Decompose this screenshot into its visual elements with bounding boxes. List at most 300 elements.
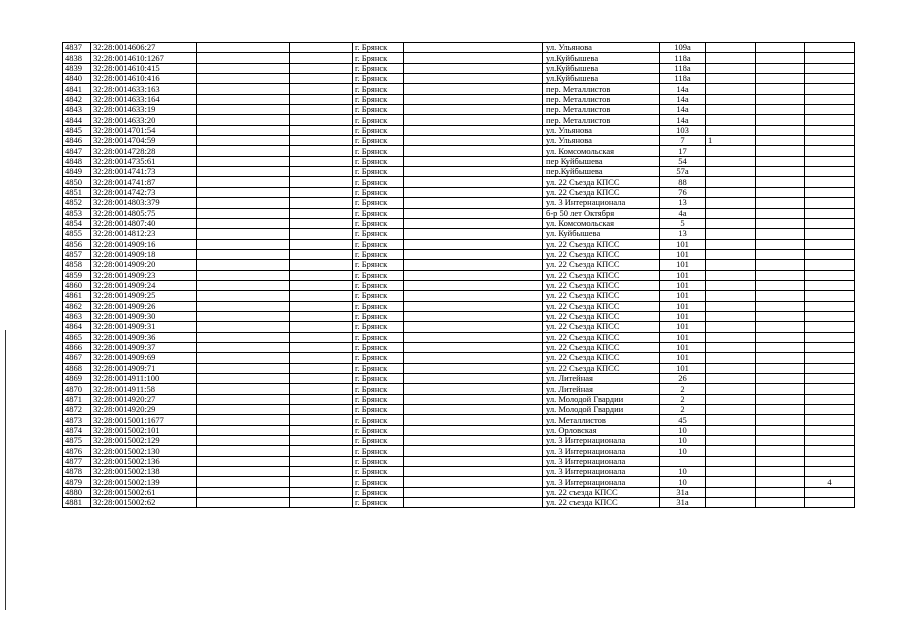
cell-row-number: 4842 [63,94,91,104]
cell-cadastral-number: 32:28:0014735:61 [91,156,197,166]
cell-row-number: 4858 [63,260,91,270]
cell-cadastral-number: 32:28:0014610:416 [91,74,197,84]
table-row [63,156,855,166]
cell-count [805,136,855,146]
cell-empty [404,477,543,487]
cell-street: пер.Куйбышева [543,167,660,177]
cell-house-number: 101 [660,353,706,363]
cell-row-number: 4854 [63,218,91,228]
cell-street: ул. Литейная [543,384,660,394]
cell-empty [404,415,543,425]
cell-empty [756,43,805,53]
cell-empty [404,239,543,249]
cell-empty [290,146,353,156]
cell-cadastral-number: 32:28:0014741:87 [91,177,197,187]
cell-empty [197,415,290,425]
cell-city: г. Брянск [353,353,404,363]
cell-cadastral-number: 32:28:0014633:164 [91,94,197,104]
cell-city: г. Брянск [353,146,404,156]
cell-empty [197,436,290,446]
cell-city: г. Брянск [353,332,404,342]
cell-empty [197,74,290,84]
cell-cadastral-number: 32:28:0014909:18 [91,249,197,259]
cell-street: пер. Металлистов [543,115,660,125]
cell-empty [756,167,805,177]
table-row [63,198,855,208]
cell-cadastral-number: 32:28:0014909:31 [91,322,197,332]
cell-extra [706,177,756,187]
cell-cadastral-number: 32:28:0015001:1677 [91,415,197,425]
cell-city: г. Брянск [353,53,404,63]
cell-city: г. Брянск [353,136,404,146]
cell-empty [404,322,543,332]
cell-street: ул. 22 Съезда КПСС [543,249,660,259]
cell-street: ул. 3 Интернационала [543,456,660,466]
cell-empty [756,394,805,404]
cell-empty [404,63,543,73]
cell-empty [404,125,543,135]
cell-row-number: 4870 [63,384,91,394]
table-row [63,229,855,239]
cell-empty [290,115,353,125]
cell-empty [290,446,353,456]
cell-count [805,74,855,84]
cell-row-number: 4876 [63,446,91,456]
cell-empty [756,332,805,342]
cell-cadastral-number: 32:28:0014701:54 [91,125,197,135]
cell-empty [197,63,290,73]
cell-empty [756,311,805,321]
cell-city: г. Брянск [353,405,404,415]
cell-extra [706,229,756,239]
cell-count [805,363,855,373]
cell-empty [197,374,290,384]
table-row [63,477,855,487]
cell-empty [290,332,353,342]
table-row [63,342,855,352]
cell-empty [756,363,805,373]
cell-street: ул. 22 Съезда КПСС [543,311,660,321]
cell-cadastral-number: 32:28:0014909:71 [91,363,197,373]
cell-count [805,342,855,352]
cell-city: г. Брянск [353,115,404,125]
table-row [63,322,855,332]
cell-empty [290,136,353,146]
cell-count [805,229,855,239]
cell-extra [706,156,756,166]
cell-extra [706,249,756,259]
cell-row-number: 4855 [63,229,91,239]
cell-empty [197,218,290,228]
cell-extra [706,363,756,373]
cell-empty [404,105,543,115]
cell-extra [706,498,756,508]
cell-row-number: 4865 [63,332,91,342]
cell-street: ул. 22 Съезда КПСС [543,363,660,373]
cell-empty [290,239,353,249]
cell-count [805,239,855,249]
cell-row-number: 4838 [63,53,91,63]
cell-house-number: 14а [660,84,706,94]
cell-empty [197,270,290,280]
cell-empty [197,177,290,187]
cell-empty [197,84,290,94]
cell-extra [706,487,756,497]
cell-extra [706,187,756,197]
table-row [63,187,855,197]
cell-empty [756,239,805,249]
cell-count [805,436,855,446]
cell-house-number: 2 [660,394,706,404]
cell-house-number: 45 [660,415,706,425]
cell-extra [706,167,756,177]
cell-empty [756,208,805,218]
cell-count [805,198,855,208]
cell-street: ул. Молодой Гвардии [543,405,660,415]
cell-street: ул.Куйбышева [543,63,660,73]
page-edge-line [5,330,6,610]
cell-street: ул. 22 Съезда КПСС [543,353,660,363]
cell-street: пер. Металлистов [543,84,660,94]
cell-count [805,146,855,156]
cell-cadastral-number: 32:28:0014803:379 [91,198,197,208]
cell-street: ул. 22 Съезда КПСС [543,280,660,290]
cell-empty [756,384,805,394]
cell-empty [404,94,543,104]
cell-empty [197,487,290,497]
cell-extra [706,53,756,63]
cell-cadastral-number: 32:28:0014909:26 [91,301,197,311]
cell-street: ул. 22 Съезда КПСС [543,187,660,197]
cell-house-number: 31а [660,498,706,508]
cell-empty [404,405,543,415]
cell-empty [756,53,805,63]
cell-empty [290,208,353,218]
cell-city: г. Брянск [353,218,404,228]
cell-cadastral-number: 32:28:0014633:20 [91,115,197,125]
cell-empty [290,280,353,290]
cell-extra [706,342,756,352]
cell-empty [404,74,543,84]
cell-empty [197,53,290,63]
cell-street: ул. 22 Съезда КПСС [543,322,660,332]
cell-cadastral-number: 32:28:0014920:29 [91,405,197,415]
cell-city: г. Брянск [353,487,404,497]
cell-count [805,425,855,435]
cell-count [805,63,855,73]
table-row [63,74,855,84]
cell-row-number: 4843 [63,105,91,115]
cell-cadastral-number: 32:28:0014805:75 [91,208,197,218]
cell-count [805,322,855,332]
cell-extra [706,456,756,466]
table-row [63,53,855,63]
cell-empty [197,208,290,218]
cell-empty [404,229,543,239]
cell-extra [706,394,756,404]
cell-empty [290,425,353,435]
cell-empty [404,260,543,270]
cell-empty [756,74,805,84]
cell-city: г. Брянск [353,94,404,104]
cell-empty [290,125,353,135]
cell-empty [404,43,543,53]
cell-empty [404,146,543,156]
cell-extra [706,146,756,156]
cell-empty [404,136,543,146]
cell-empty [756,353,805,363]
cell-empty [197,249,290,259]
cell-empty [756,146,805,156]
cell-row-number: 4851 [63,187,91,197]
cell-extra [706,477,756,487]
cell-count [805,384,855,394]
cell-empty [197,146,290,156]
cell-city: г. Брянск [353,239,404,249]
cell-house-number: 54 [660,156,706,166]
cell-city: г. Брянск [353,425,404,435]
table-row [63,63,855,73]
cell-empty [197,105,290,115]
cell-city: г. Брянск [353,322,404,332]
cell-row-number: 4862 [63,301,91,311]
cell-cadastral-number: 32:28:0014633:163 [91,84,197,94]
cell-city: г. Брянск [353,84,404,94]
cell-house-number: 31а [660,487,706,497]
cell-house-number: 88 [660,177,706,187]
cell-extra [706,311,756,321]
cell-empty [290,363,353,373]
cell-street: ул.Куйбышева [543,74,660,84]
table-row [63,84,855,94]
cell-street: б-р 50 лет Октября [543,208,660,218]
cell-house-number: 101 [660,270,706,280]
cell-house-number: 76 [660,187,706,197]
cell-empty [404,467,543,477]
cell-empty [404,301,543,311]
cell-empty [197,167,290,177]
table-row [63,177,855,187]
cell-street: ул. Литейная [543,374,660,384]
cell-city: г. Брянск [353,384,404,394]
cell-empty [756,405,805,415]
cell-empty [197,311,290,321]
cell-empty [290,156,353,166]
cell-empty [756,249,805,259]
cell-house-number: 101 [660,280,706,290]
cell-row-number: 4868 [63,363,91,373]
cell-empty [756,136,805,146]
cell-extra [706,74,756,84]
cell-house-number: 26 [660,374,706,384]
cell-cadastral-number: 32:28:0015002:136 [91,456,197,466]
cell-cadastral-number: 32:28:0015002:101 [91,425,197,435]
cell-street: ул. Металлистов [543,415,660,425]
cell-empty [197,498,290,508]
table-row [63,394,855,404]
cell-count: 4 [805,477,855,487]
cell-empty [404,363,543,373]
cell-extra: 1 [706,136,756,146]
cell-city: г. Брянск [353,394,404,404]
cell-empty [290,384,353,394]
cell-house-number: 101 [660,249,706,259]
cell-extra [706,115,756,125]
cell-row-number: 4849 [63,167,91,177]
cell-house-number: 14а [660,105,706,115]
cell-empty [404,208,543,218]
cell-empty [756,270,805,280]
cell-empty [290,187,353,197]
cell-house-number [660,456,706,466]
table-row [63,136,855,146]
cell-extra [706,43,756,53]
cell-city: г. Брянск [353,167,404,177]
cell-empty [290,167,353,177]
cell-house-number: 17 [660,146,706,156]
cell-empty [756,498,805,508]
cell-house-number: 13 [660,229,706,239]
cell-city: г. Брянск [353,280,404,290]
cell-house-number: 57а [660,167,706,177]
cell-street: ул. 22 Съезда КПСС [543,301,660,311]
table-row [63,415,855,425]
cell-house-number: 10 [660,446,706,456]
cell-row-number: 4846 [63,136,91,146]
cell-cadastral-number: 32:28:0015002:130 [91,446,197,456]
cell-empty [756,342,805,352]
cell-count [805,43,855,53]
cell-empty [404,353,543,363]
cell-empty [756,63,805,73]
cell-empty [756,105,805,115]
cell-empty [404,374,543,384]
cell-row-number: 4853 [63,208,91,218]
cell-row-number: 4872 [63,405,91,415]
cell-house-number: 5 [660,218,706,228]
cell-empty [756,487,805,497]
cell-city: г. Брянск [353,156,404,166]
cell-count [805,301,855,311]
cell-count [805,167,855,177]
cell-count [805,291,855,301]
table-row [63,146,855,156]
cell-city: г. Брянск [353,270,404,280]
cell-street: ул. Куйбышева [543,229,660,239]
table-row [63,446,855,456]
cell-empty [290,353,353,363]
cell-extra [706,405,756,415]
cell-cadastral-number: 32:28:0015002:129 [91,436,197,446]
cell-count [805,311,855,321]
cell-empty [290,477,353,487]
cell-empty [290,456,353,466]
cell-empty [290,74,353,84]
cell-cadastral-number: 32:28:0014606:27 [91,43,197,53]
cell-empty [756,177,805,187]
cell-count [805,177,855,187]
cell-empty [197,198,290,208]
cell-empty [404,456,543,466]
cell-empty [197,363,290,373]
cell-empty [290,94,353,104]
cell-city: г. Брянск [353,43,404,53]
cell-house-number: 14а [660,115,706,125]
cell-count [805,249,855,259]
cell-extra [706,322,756,332]
cell-empty [290,311,353,321]
cell-row-number: 4844 [63,115,91,125]
cell-street: ул. 3 Интернационала [543,467,660,477]
cell-street: ул. 22 Съезда КПСС [543,260,660,270]
table-row [63,280,855,290]
cell-house-number: 118а [660,63,706,73]
cell-row-number: 4848 [63,156,91,166]
cell-empty [404,342,543,352]
cell-empty [197,322,290,332]
cell-cadastral-number: 32:28:0014704:59 [91,136,197,146]
cell-cadastral-number: 32:28:0014728:28 [91,146,197,156]
cell-cadastral-number: 32:28:0014742:73 [91,187,197,197]
cell-count [805,270,855,280]
cell-extra [706,208,756,218]
cell-row-number: 4880 [63,487,91,497]
cell-cadastral-number: 32:28:0014909:69 [91,353,197,363]
cell-house-number: 101 [660,239,706,249]
cell-empty [290,63,353,73]
cell-empty [290,415,353,425]
table-row [63,487,855,497]
cell-cadastral-number: 32:28:0014807:40 [91,218,197,228]
table-row [63,260,855,270]
table-row [63,374,855,384]
cell-empty [197,353,290,363]
table-row [63,456,855,466]
cell-cadastral-number: 32:28:0014610:1267 [91,53,197,63]
cell-empty [197,43,290,53]
cell-extra [706,291,756,301]
cell-city: г. Брянск [353,105,404,115]
cell-empty [197,260,290,270]
cell-empty [290,53,353,63]
cell-count [805,94,855,104]
cell-empty [756,415,805,425]
cell-count [805,467,855,477]
cell-cadastral-number: 32:28:0014812:23 [91,229,197,239]
cell-empty [756,84,805,94]
cell-row-number: 4860 [63,280,91,290]
cell-empty [290,229,353,239]
cell-house-number: 13 [660,198,706,208]
table-row [63,384,855,394]
cell-extra [706,84,756,94]
cell-empty [197,229,290,239]
cell-house-number: 10 [660,467,706,477]
cell-row-number: 4852 [63,198,91,208]
cell-count [805,125,855,135]
cell-row-number: 4861 [63,291,91,301]
cell-row-number: 4881 [63,498,91,508]
cell-row-number: 4878 [63,467,91,477]
cell-empty [290,394,353,404]
cell-empty [404,249,543,259]
cell-count [805,187,855,197]
cell-empty [404,84,543,94]
cell-street: ул. Комсомольская [543,146,660,156]
cell-count [805,353,855,363]
cell-city: г. Брянск [353,125,404,135]
cell-empty [290,487,353,497]
